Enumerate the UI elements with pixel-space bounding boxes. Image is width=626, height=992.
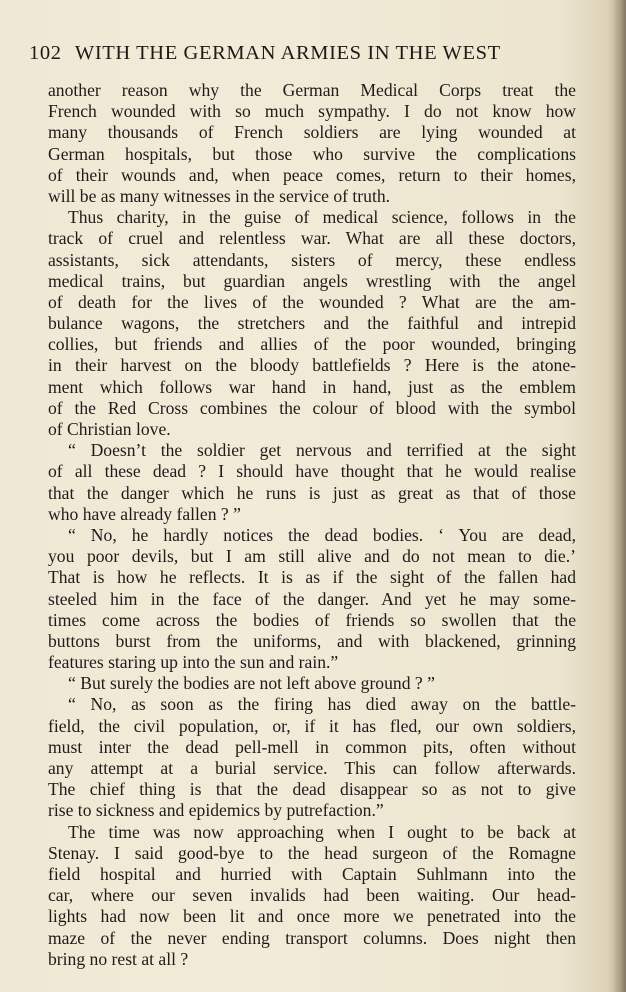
text-line: of death for the lives of the wounded ? What are the am- <box>48 291 576 312</box>
page-number: 102 <box>29 42 62 64</box>
paragraph <box>48 673 576 694</box>
text-line: field, the civil population, or, if it has fled, our own soldiers, <box>48 715 576 736</box>
text-line: buttons burst from the uniforms, and with blackened, grinning <box>48 630 576 651</box>
text-line: bulance wagons, the stretchers and the faithful and intrepid <box>48 313 576 334</box>
text-line: French wounded with so much sympathy. I do not know how <box>48 101 576 122</box>
paragraph <box>48 207 576 440</box>
paragraph <box>48 440 576 525</box>
text-line: The chief thing is that the dead disappear so as not to give <box>48 779 576 800</box>
text-line: who have already fallen ? ” <box>48 503 241 524</box>
text-line: Thus charity, in the guise of medical science, follows in the <box>68 207 576 228</box>
paragraph <box>48 525 576 673</box>
text-line: any attempt at a burial service. This can follow afterwards. <box>48 758 576 778</box>
text-line: Stenay. I said good-bye to the head surgeon of the Romagne <box>48 842 576 863</box>
text-line: in their harvest on the bloody battlefields ? Here is the atone- <box>48 355 576 376</box>
text-line: ment which follows war hand in hand, just as the emblem <box>48 376 576 397</box>
text-line: of the Red Cross combines the colour of blood with the symbol <box>48 397 576 418</box>
text-line: rise to sickness and epidemics by putrefaction.” <box>48 800 384 821</box>
text-line: features staring up into the sun and rain.” <box>48 652 339 673</box>
paragraph <box>48 694 576 821</box>
text-line: of Christian love. <box>48 419 171 439</box>
text-line: of their wounds and, when peace comes, return to their homes, <box>48 164 576 185</box>
text-line: track of cruel and relentless war. What are all these doctors, <box>48 228 576 249</box>
text-line: “ But surely the bodies are not left above ground ? ” <box>68 673 435 694</box>
text-line: field hospital and hurried with Captain Suhlmann into the <box>48 863 576 884</box>
text-line: lights had now been lit and once more we penetrated into the <box>48 906 576 927</box>
text-line: times come across the bodies of friends so swollen that the <box>48 609 576 630</box>
running-title: WITH THE GERMAN ARMIES IN THE WEST <box>74 42 501 64</box>
text-line: will be as many witnesses in the service of truth. <box>48 185 391 206</box>
page-edge-shadow <box>612 0 626 992</box>
text-line: many thousands of French soldiers are lying wounded at <box>48 122 576 143</box>
text-line: bring no rest at all ? <box>48 948 189 969</box>
text-line: assistants, sick attendants, sisters of mercy, these endless <box>48 249 576 270</box>
text-line: must inter the dead pell-mell in common pits, often without <box>48 736 576 757</box>
text-line: you poor devils, but I am still alive and do not mean to die.’ <box>48 546 576 567</box>
paragraph <box>48 822 576 970</box>
paragraph <box>48 80 576 207</box>
running-header <box>29 42 589 65</box>
text-line: “ No, he hardly notices the dead bodies. ‘ You are dead, <box>68 524 576 545</box>
text-line: “ Doesn’t the soldier get nervous and terrified at the sight <box>68 440 576 461</box>
text-line: maze of the never ending transport columns. Does night then <box>48 927 576 948</box>
text-line: The time was now approaching when I ought to be back at <box>68 821 576 842</box>
text-line: German hospitals, but those who survive the complications <box>48 143 576 164</box>
text-line: of all these dead ? I should have thought that he would realise <box>48 461 576 482</box>
text-line: medical trains, but guardian angels wrestling with the angel <box>48 270 576 291</box>
text-line: That is how he reflects. It is as if the sight of the fallen had <box>48 567 576 588</box>
text-line: another reason why the German Medical Corps treat the <box>48 80 576 100</box>
body-text <box>48 80 576 970</box>
text-line: car, where our seven invalids had been waiting. Our head- <box>48 885 576 906</box>
text-line: that the danger which he runs is just as great as that of those <box>48 482 576 503</box>
text-line: steeled him in the face of the danger. And yet he may some- <box>48 588 576 609</box>
text-line: “ No, as soon as the firing has died away on the battle- <box>68 694 576 715</box>
text-line: collies, but friends and allies of the poor wounded, bringing <box>48 334 576 355</box>
